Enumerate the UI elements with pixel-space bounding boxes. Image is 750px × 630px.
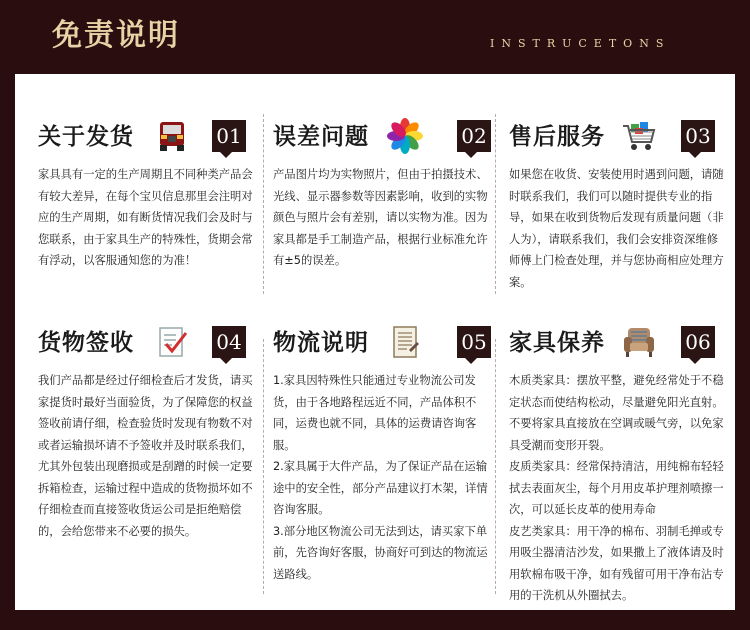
checklist-icon (154, 324, 190, 360)
section-maintenance (509, 324, 725, 607)
paragraph: 1.家具因特殊性只能通过专业物流公司发货，由于各地路程远近不同，产品体积不同，运费也就不同，具体的运费请咨询客服。 (273, 374, 477, 452)
section-number: 02 (457, 120, 491, 152)
section-text (38, 370, 254, 542)
paragraph: 皮质类家具：经常保持清洁，用纯棉布轻轻拭去表面灰尘，每个月用皮革护理剂喷擦一次，可以延长皮革的使用寿命 (509, 460, 724, 516)
column-divider (263, 114, 264, 294)
section-text (273, 370, 489, 585)
section-title: 误差问题 (273, 123, 369, 150)
section-number: 01 (212, 120, 246, 152)
section-title: 售后服务 (509, 123, 605, 150)
section-shipping (38, 118, 254, 272)
column-divider (495, 114, 496, 294)
content-panel (15, 74, 735, 610)
section-after-sales (509, 118, 725, 293)
section-receipt (38, 324, 254, 542)
paragraph: 我们产品都是经过仔细检查后才发货，请买家提货时最好当面验货，为了保障您的权益签收前请仔细，检查验货时发现有物数不对或者运输损坏请不予签收并及时联系我们，尤其外包装出现磨损或是刮蹭的时候一定要拆箱检查，运输过程中造成的货物损坏如不仔细检查而直接签收货运公司是拒绝赔偿的，会给您带来不必要的损失。 (38, 374, 253, 538)
paragraph: 产品图片均为实物照片，但由于拍摄技术、光线、显示器参数等因素影响，收到的实物颜色与照片会有差别，请以实物为准。因为家具都是手工制造产品，根据行业标准允许有±5的误差。 (273, 168, 488, 267)
section-number: 06 (681, 326, 715, 358)
section-number: 04 (212, 326, 246, 358)
section-number: 03 (681, 120, 715, 152)
section-title: 家具保养 (509, 329, 605, 356)
section-text (273, 164, 489, 272)
paragraph: 2.家具属于大件产品，为了保证产品在运输途中的安全性，部分产品建议打木架，详情咨询客服。 (273, 460, 488, 516)
section-text (509, 164, 725, 293)
section-title: 物流说明 (273, 329, 369, 356)
paragraph: 木质类家具：摆放平整，避免经常处于不稳定状态而使结构松动，尽量避免阳光直射。不要将家具直接放在空调或暖气旁，以免家具受潮而变形开裂。 (509, 374, 724, 452)
armchair-icon (621, 324, 657, 360)
section-title: 货物签收 (38, 329, 134, 356)
section-title: 关于发货 (38, 123, 134, 150)
section-number: 05 (457, 326, 491, 358)
document-icon (387, 324, 423, 360)
page-title: 免责说明 (52, 18, 180, 53)
section-text (38, 164, 254, 272)
column-divider (263, 339, 264, 594)
section-logistics (273, 324, 489, 585)
paragraph: 3.部分地区物流公司无法到达，请买家下单前，先咨询好客服，协商好可到达的物流运送路线。 (273, 524, 488, 581)
truck-icon (154, 118, 190, 154)
column-divider (495, 339, 496, 594)
color-wheel-icon (387, 118, 423, 154)
paragraph: 皮艺类家具：用干净的棉布、羽制毛掸或专用吸尘器清洁沙发，如果撒上了液体请及时用软棉布吸干净，如有残留可用干净布沾专用的干洗机从外圈拭去。 (509, 524, 724, 602)
paragraph: 家具具有一定的生产周期且不同种类产品会有较大差异，在每个宝贝信息那里会注明对应的生产周期，如有断货情况我们会及时与您联系，由于家具生产的特殊性，货期会常有浮动，以客服通知您的为准！ (38, 168, 253, 267)
paragraph: 如果您在收货、安装使用时遇到问题，请随时联系我们，我们可以随时提供专业的指导，如果在收到货物后发现有质量问题（非人为），请联系我们，我们会安排资深维修师傅上门检查处理，并与您协商相应处理方案。 (509, 168, 724, 289)
section-text (509, 370, 725, 607)
section-error (273, 118, 489, 272)
shopping-cart-icon (621, 118, 657, 154)
page-subtitle: INSTRUCETONS (490, 37, 671, 50)
